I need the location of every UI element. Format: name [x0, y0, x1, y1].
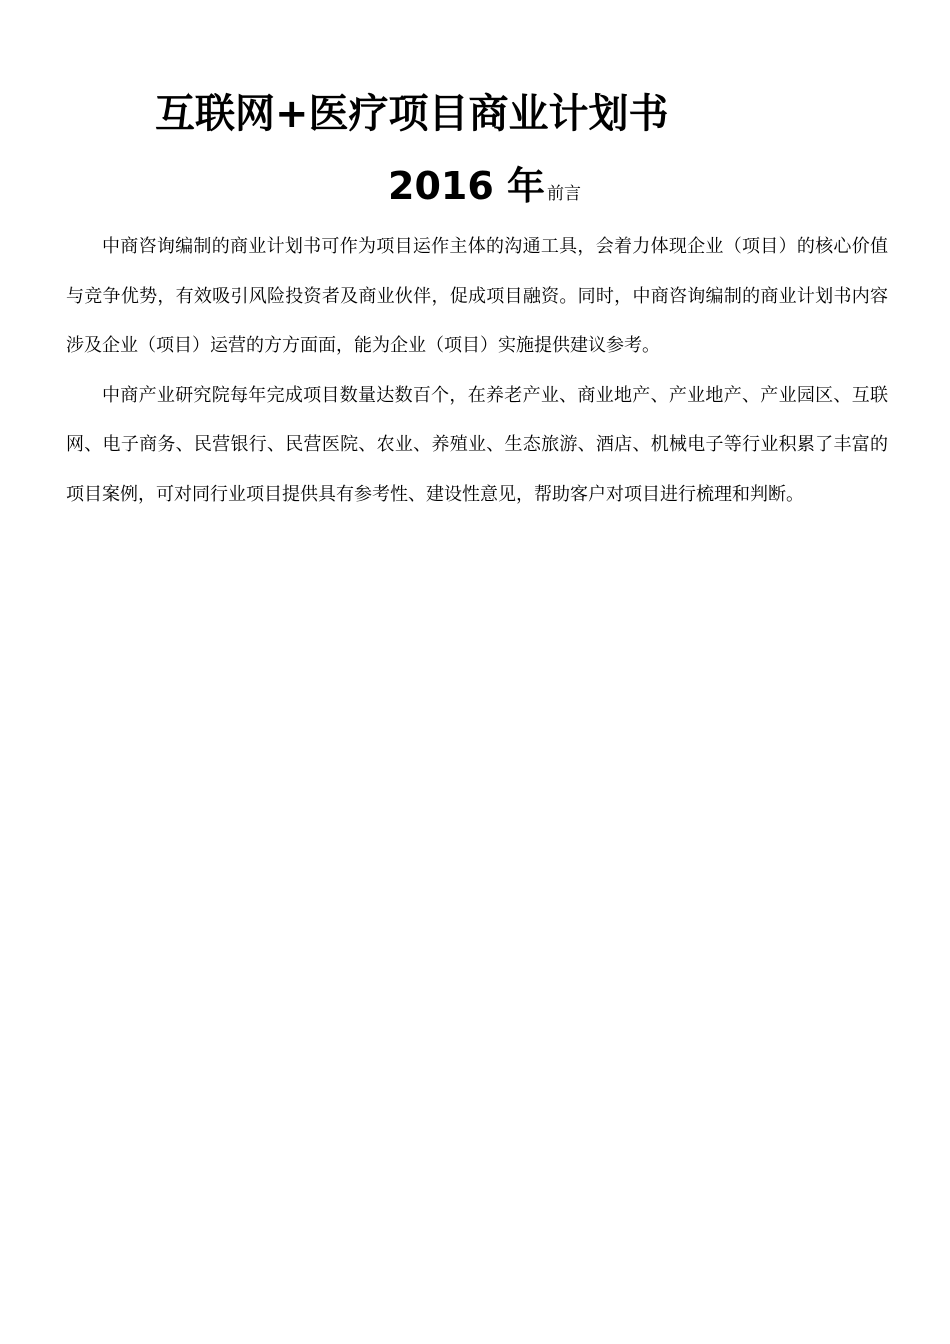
paragraph-experience: 中商产业研究院每年完成项目数量达数百个，在养老产业、商业地产、产业地产、产业园区、互联网、电子商务、民营银行、民营医院、农业、养殖业、生态旅游、酒店、机械电子等行业积累了丰富的项目案例，可对同行业项目提供具有参考性、建设性意见，帮助客户对项目进行梳理和判断。	[66, 384, 888, 505]
document-title: 互联网+医疗项目商业计划书	[155, 91, 669, 137]
document-year: 2016 年	[388, 164, 545, 208]
year-line	[388, 158, 581, 214]
preface-heading: 前言	[547, 184, 581, 204]
paragraph-intro: 中商咨询编制的商业计划书可作为项目运作主体的沟通工具，会着力体现企业（项目）的核心价值与竞争优势，有效吸引风险投资者及商业伙伴，促成项目融资。同时，中商咨询编制的商业计划书内容涉及企业（项目）运营的方方面面，能为企业（项目）实施提供建议参考。	[66, 236, 888, 356]
document-body	[66, 222, 888, 519]
